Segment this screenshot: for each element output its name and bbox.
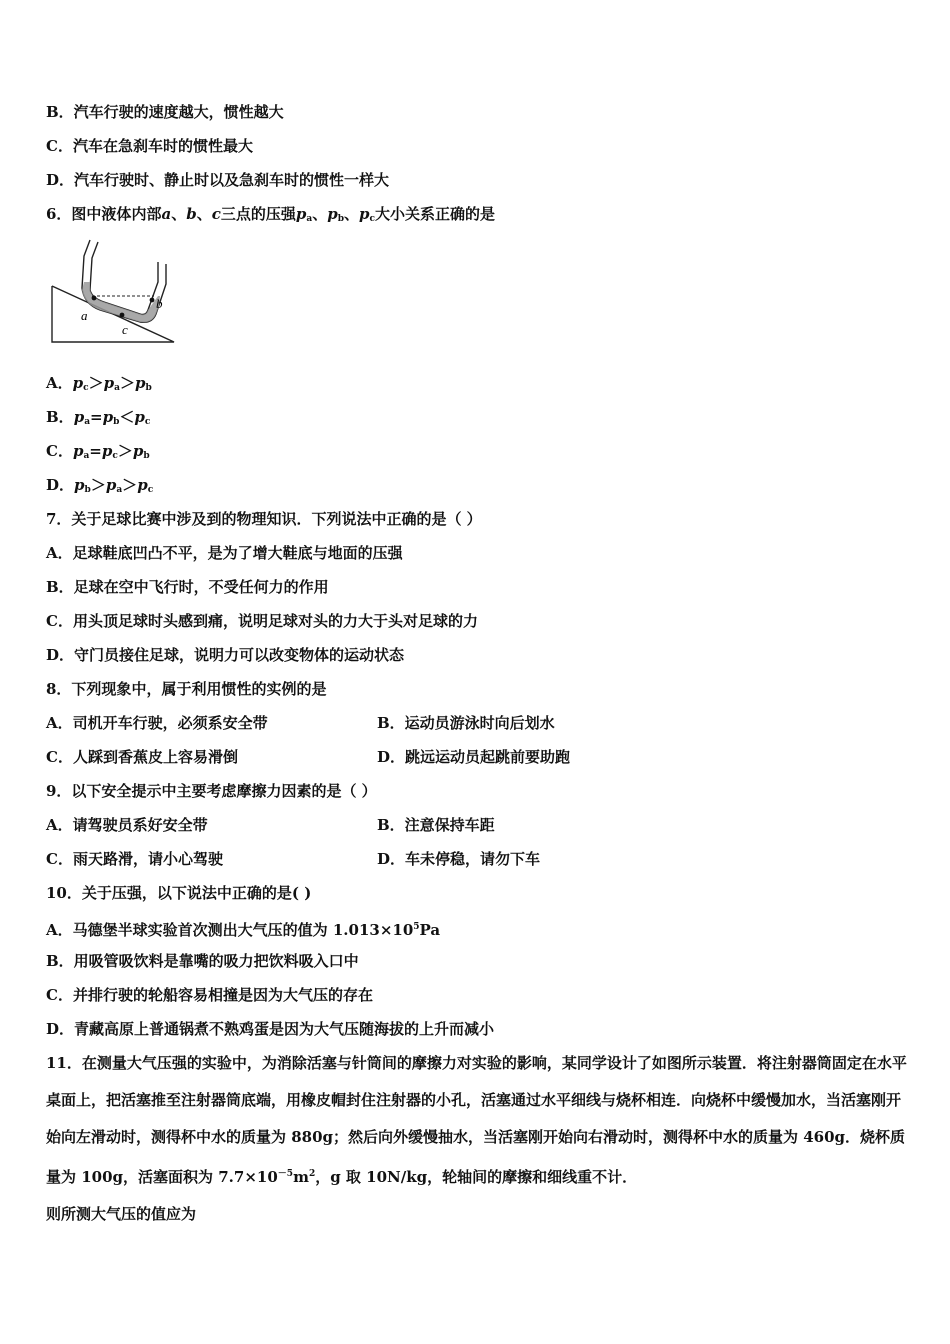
q7-option-d: D．守门员接住足球，说明力可以改变物体的运动状态 xyxy=(46,646,405,664)
q6-sub-b: b xyxy=(113,417,120,427)
relation-1: = xyxy=(89,442,102,460)
point-a xyxy=(92,296,97,301)
q8-option-a: A．司机开车行驶，必须系安全带 xyxy=(46,714,268,732)
q6-var-a: a xyxy=(161,205,172,223)
q6-p-symbol: p xyxy=(73,408,85,426)
q9-option-b: B．注意保持车距 xyxy=(377,816,495,834)
q6-stem-prefix: 6．图中液体内部 xyxy=(46,205,162,223)
q11-exponent-2: 2 xyxy=(308,1169,316,1179)
q6-sub-b: b xyxy=(143,451,150,461)
point-c xyxy=(120,313,125,318)
q7-stem: 7．关于足球比赛中涉及到的物理知识．下列说法中正确的是（ ） xyxy=(46,510,482,528)
q7-option-b: B．足球在空中飞行时，不受任何力的作用 xyxy=(46,578,329,596)
q9-option-c: C．雨天路滑，请小心驾驶 xyxy=(46,850,223,868)
q6-p-symbol: p xyxy=(327,205,338,223)
q11-text-2: m xyxy=(293,1168,309,1186)
q6-p-symbol: p xyxy=(74,476,85,494)
q11-text-1: 11．在测量大气压强的实验中，为消除活塞与针筒间的摩擦力对实验的影响，某同学设计了如图所示装置．将注射器筒固定在水平桌面上，把活塞推至注射器筒底端，用橡皮帽封住注射器的小孔，活塞通过水平细线与烧杯相连．向烧杯中缓慢加水，当活塞刚开始向左滑动时，测得杯中水的质量为 880g；然后向外缓慢抽水，当活塞刚开始向右滑动时，测得杯中水的质量为 460g．烧杯质量为 100g，活塞面积为 7.7×10 xyxy=(46,1054,907,1186)
relation-2: ＞ xyxy=(122,476,138,494)
u-tube-incline-figure xyxy=(48,238,180,348)
q11-stem xyxy=(46,1045,908,1196)
q8-option-b: B．运动员游泳时向后划水 xyxy=(377,714,555,732)
q11-exponent-1: －5 xyxy=(277,1169,294,1179)
q11-text-3: ，g 取 10N/kg，轮轴间的摩擦和细线重不计． xyxy=(315,1168,638,1186)
q6-option-c xyxy=(46,442,150,465)
q6-option-b xyxy=(46,408,150,431)
q6-p-symbol: p xyxy=(102,408,114,426)
option-label: D． xyxy=(46,476,75,494)
figure-label-b: b xyxy=(156,296,163,311)
q6-p-symbol: p xyxy=(359,205,370,223)
q8-stem: 8．下列现象中，属于利用惯性的实例的是 xyxy=(46,680,327,698)
q6-sub-c: c xyxy=(369,214,376,224)
q6-option-d xyxy=(46,476,153,499)
q6-sub-b: b xyxy=(337,214,345,224)
q9-stem: 9．以下安全提示中主要考虑摩擦力因素的是（ ） xyxy=(46,782,377,800)
q6-var-c: c xyxy=(211,205,221,223)
q6-p-symbol: p xyxy=(103,374,115,392)
q6-sep-1: 、 xyxy=(171,205,187,223)
q6-stem: 6．图中液体内部a、b、c三点的压强$p_a$、$p_b$、$p_c$大小关系正确的是 xyxy=(46,205,496,224)
q6-stem-mid: 三点的压强 xyxy=(220,205,296,223)
q6-var-b: b xyxy=(186,205,197,223)
q6-sub-b: b xyxy=(145,383,152,393)
q8-option-c: C．人踩到香蕉皮上容易滑倒 xyxy=(46,748,238,766)
q6-sub-a: a xyxy=(84,417,91,427)
relation-1: ＞ xyxy=(88,374,104,392)
q6-option-a xyxy=(46,374,152,397)
q6-p-symbol: p xyxy=(134,408,145,426)
q6-sep-2: 、 xyxy=(196,205,212,223)
q10-option-a xyxy=(46,918,440,939)
q7-option-c: C．用头顶足球时头感到痛，说明足球对头的力大于头对足球的力 xyxy=(46,612,478,630)
point-b xyxy=(150,298,155,303)
q5-option-c: C．汽车在急刹车时的惯性最大 xyxy=(46,137,253,155)
q6-sub-c: c xyxy=(144,417,151,427)
q10-option-d: D．青藏高原上普通锅煮不熟鸡蛋是因为大气压随海拔的上升而减小 xyxy=(46,1020,495,1038)
q6-p-symbol: p xyxy=(105,476,117,494)
q9-option-a: A．请驾驶员系好安全带 xyxy=(46,816,208,834)
relation-1: ＞ xyxy=(90,476,106,494)
relation-2: ＞ xyxy=(117,442,133,460)
q10-option-a-unit: Pa xyxy=(419,921,441,939)
q6-sub-a: a xyxy=(83,451,90,461)
q6-p-symbol: p xyxy=(135,374,146,392)
relation-1: = xyxy=(90,408,103,426)
q10-option-a-prefix: A．马德堡半球实验首次测出大气压的值为 1.013×10 xyxy=(46,921,414,939)
q10-option-a-exponent: 5 xyxy=(413,922,420,932)
q6-p-symbol: p xyxy=(132,442,144,460)
figure-label-c: c xyxy=(122,322,128,337)
relation-2: ＞ xyxy=(119,374,135,392)
q11-last-line: 则所测大气压的值应为 xyxy=(46,1205,197,1223)
q5-option-d: D．汽车行驶时、静止时以及急刹车时的惯性一样大 xyxy=(46,171,390,189)
q6-stem-suffix: 大小关系正确的是 xyxy=(375,205,496,223)
q6-p-symbol: p xyxy=(295,205,307,223)
q6-sub-a: a xyxy=(306,214,313,224)
q6-p-symbol: p xyxy=(72,374,84,392)
q6-p-symbol: p xyxy=(101,442,113,460)
figure-label-a: a xyxy=(81,308,88,323)
q6-sub-c: c xyxy=(83,383,89,393)
q6-sub-a: a xyxy=(116,485,123,495)
q5-option-b: B．汽车行驶的速度越大，惯性越大 xyxy=(46,103,284,121)
q7-option-a: A．足球鞋底凹凸不平，是为了增大鞋底与地面的压强 xyxy=(46,544,403,562)
q10-option-c: C．并排行驶的轮船容易相撞是因为大气压的存在 xyxy=(46,986,373,1004)
q8-option-d: D．跳远运动员起跳前要助跑 xyxy=(377,748,571,766)
q6-p-symbol: p xyxy=(137,476,148,494)
q10-stem: 10．关于压强，以下说法中正确的是( ) xyxy=(46,884,312,902)
option-label: A． xyxy=(46,374,73,392)
q6-sub-c: c xyxy=(147,485,154,495)
relation-2: ＜ xyxy=(119,408,135,426)
q9-option-d: D．车未停稳，请勿下车 xyxy=(377,850,541,868)
option-label: C． xyxy=(46,442,73,460)
q6-p-symbol: p xyxy=(72,442,84,460)
q6-sub-b: b xyxy=(84,485,91,495)
option-label: B． xyxy=(46,408,74,426)
q10-option-b: B．用吸管吸饮料是靠嘴的吸力把饮料吸入口中 xyxy=(46,952,359,970)
q6-sub-c: c xyxy=(112,451,118,461)
q6-sub-a: a xyxy=(114,383,120,393)
